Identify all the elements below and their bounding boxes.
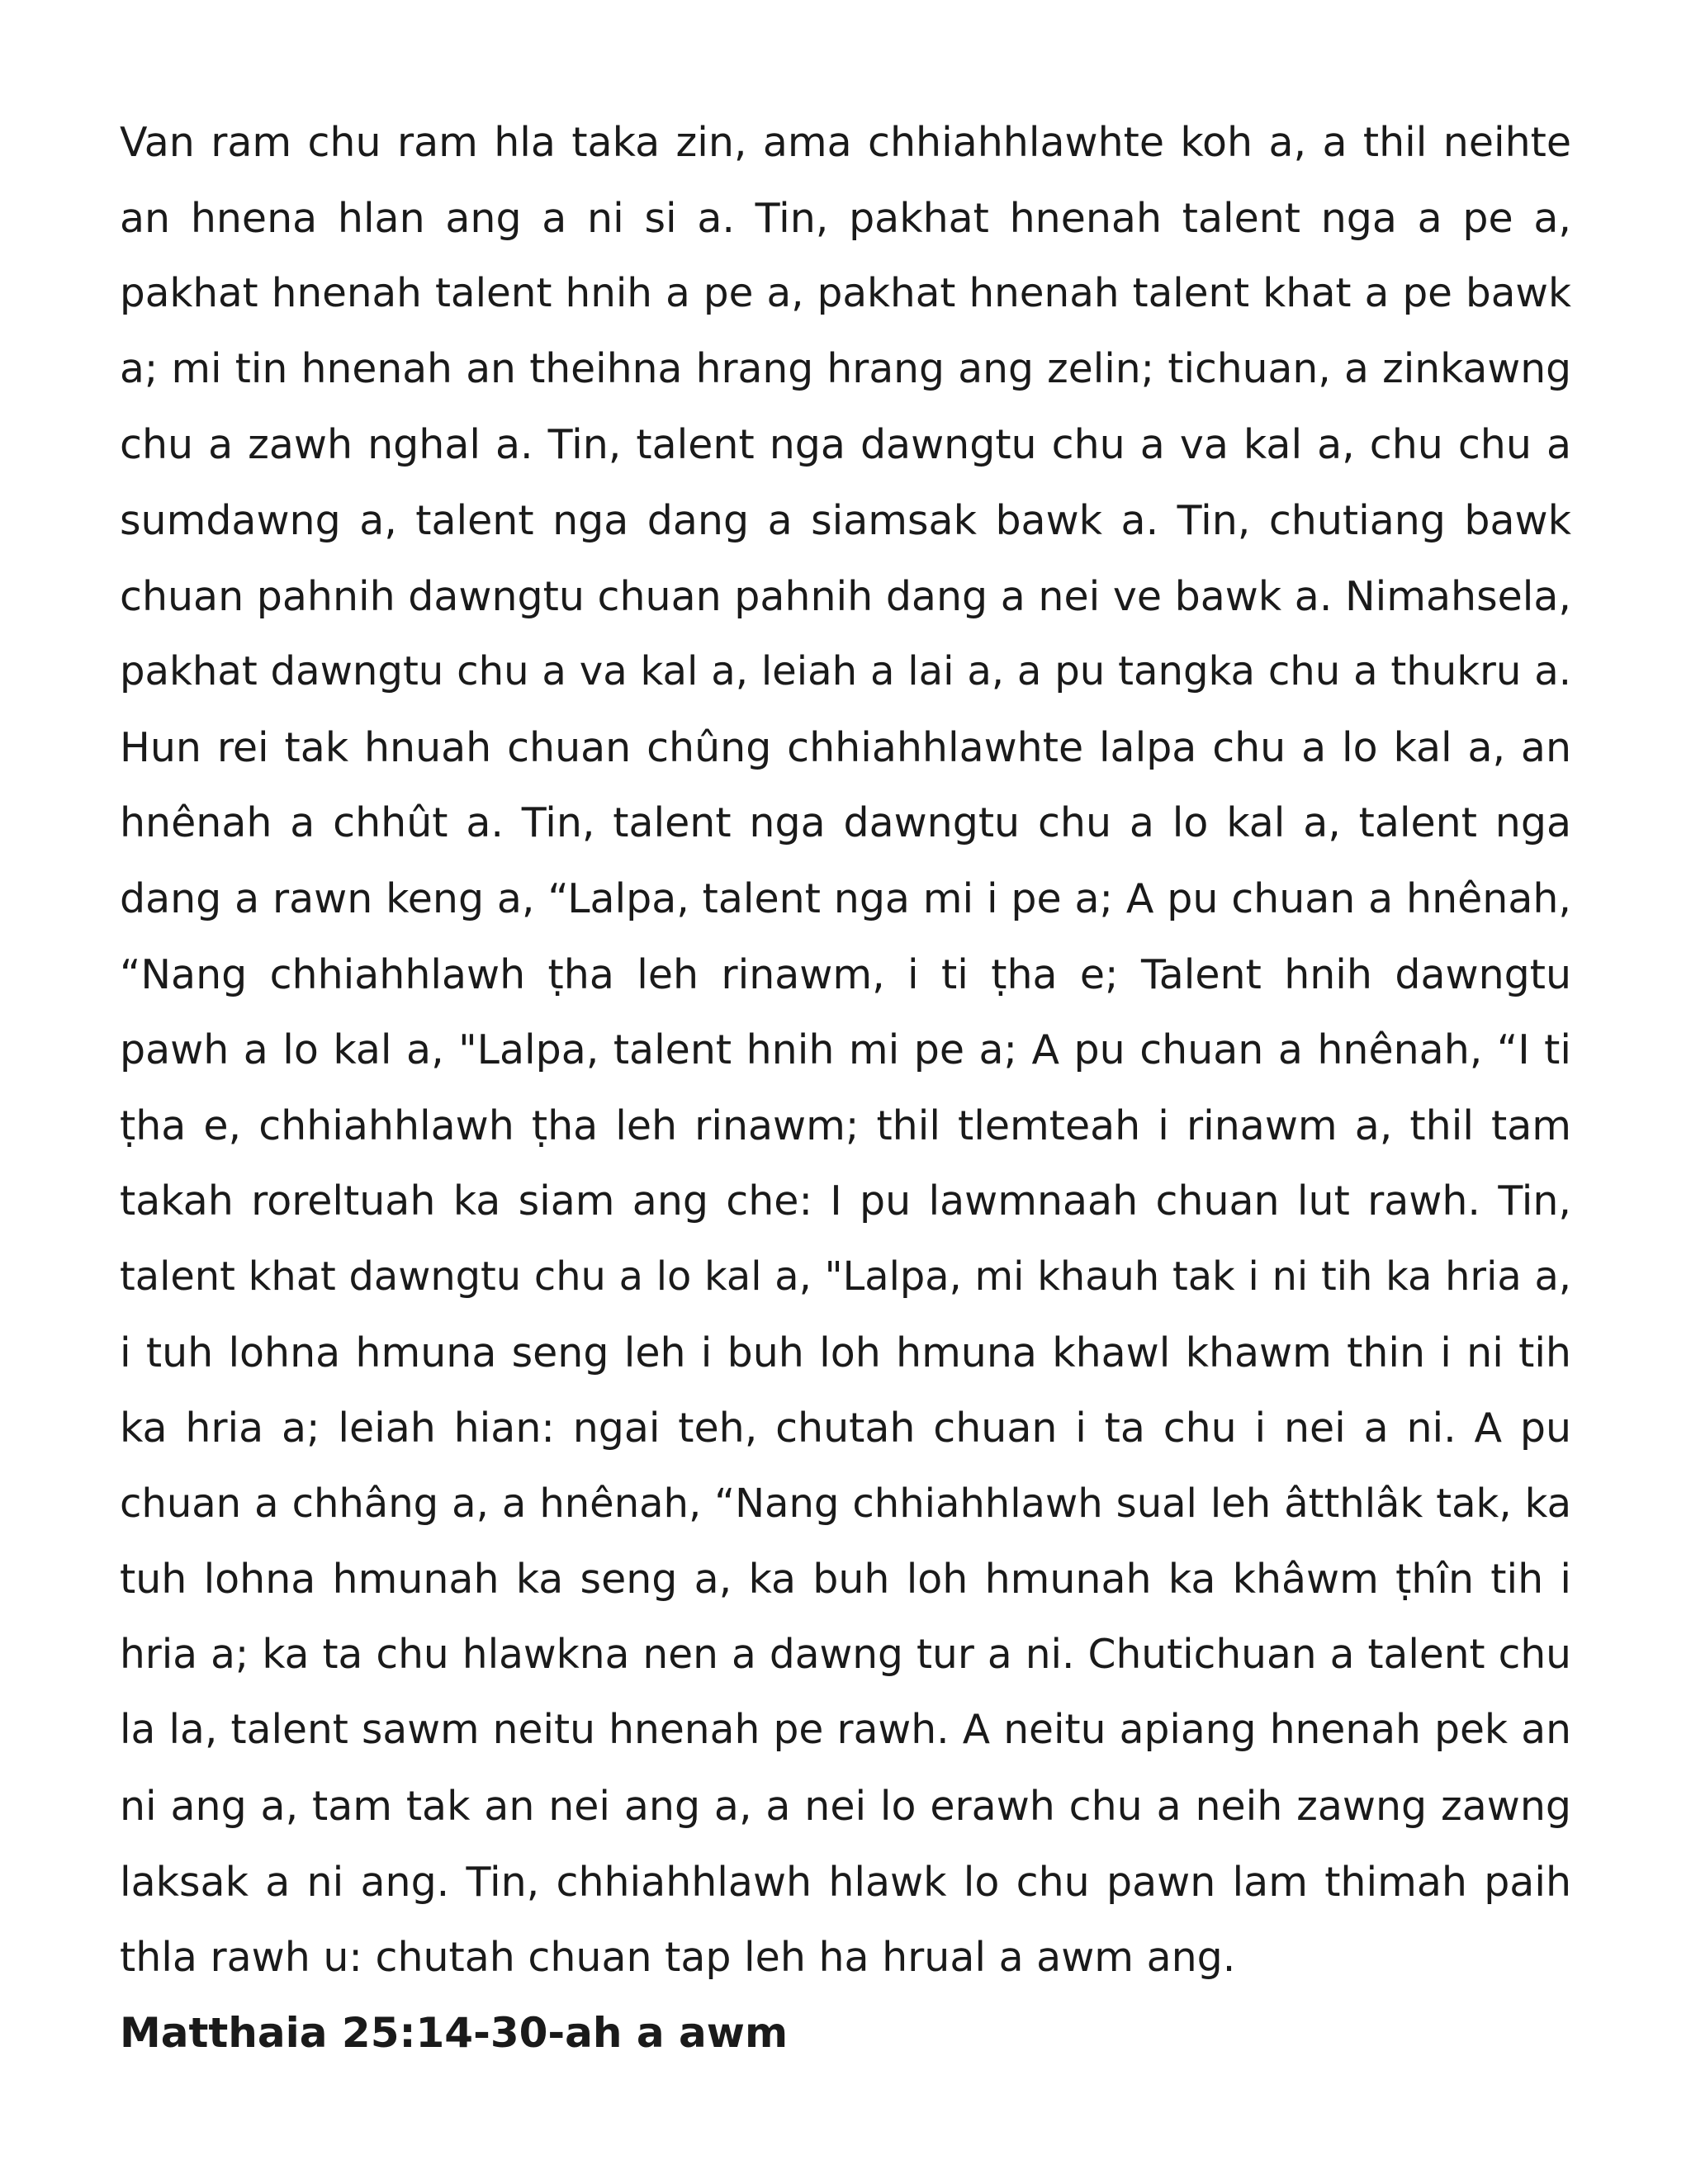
passage-line: ṭha e, chhiahhlawh ṭha leh rinawm; thil tlemteah i rinawm a, thil tam: [120, 1101, 1571, 1149]
passage-line: pakhat dawngtu chu a va kal a, leiah a lai a, a pu tangka chu a thukru a.: [120, 648, 1571, 695]
passage-line: an hnena hlan ang a ni si a. Tin, pakhat hnenah talent nga a pe a,: [120, 194, 1571, 242]
passage-line: thla rawh u: chutah chuan tap leh ha hrual a awm ang.: [120, 1934, 1236, 1982]
passage-line: a; mi tin hnenah an theihna hrang hrang ang zelin; tichuan, a zinkawng: [120, 345, 1571, 392]
passage-line: Hun rei tak hnuah chuan chûng chhiahhlawhte lalpa chu a lo kal a, an: [120, 723, 1571, 771]
passage-line: tuh lohna hmunah ka seng a, ka buh loh hmunah ka khâwm ṭhîn tih i: [120, 1556, 1571, 1604]
passage-line: talent khat dawngtu chu a lo kal a, "Lalpa, mi khauh tak i ni tih ka hria a,: [120, 1253, 1571, 1300]
passage-line: la la, talent sawm neitu hnenah pe rawh. A neitu apiang hnenah pek an: [120, 1707, 1571, 1754]
document-page: [120, 105, 1571, 2071]
passage-line: chu a zawh nghal a. Tin, talent nga dawngtu chu a va kal a, chu chu a: [120, 421, 1571, 469]
passage-line: chuan a chhâng a, a hnênah, “Nang chhiahhlawh sual leh âtthlâk tak, ka: [120, 1480, 1571, 1527]
passage-line: Van ram chu ram hla taka zin, ama chhiahhlawhte koh a, a thil neihte: [120, 119, 1571, 166]
passage-line: dang a rawn keng a, “Lalpa, talent nga mi i pe a; A pu chuan a hnênah,: [120, 874, 1571, 922]
passage-line: sumdawng a, talent nga dang a siamsak bawk a. Tin, chutiang bawk: [120, 496, 1571, 544]
passage-line: pawh a lo kal a, "Lalpa, talent hnih mi pe a; A pu chuan a hnênah, “I ti: [120, 1026, 1571, 1074]
passage-line: ka hria a; leiah hian: ngai teh, chutah chuan i ta chu i nei a ni. A pu: [120, 1405, 1571, 1452]
passage-line: hnênah a chhût a. Tin, talent nga dawngtu chu a lo kal a, talent nga: [120, 799, 1571, 847]
passage-line: hria a; ka ta chu hlawkna nen a dawng tur a ni. Chutichuan a talent chu: [120, 1631, 1571, 1678]
passage-line: laksak a ni ang. Tin, chhiahhlawh hlawk lo chu pawn lam thimah paih: [120, 1858, 1571, 1906]
passage-line: “Nang chhiahhlawh ṭha leh rinawm, i ti ṭha e; Talent hnih dawngtu: [120, 950, 1571, 998]
scripture-passage: [120, 105, 1571, 1996]
passage-line: chuan pahnih dawngtu chuan pahnih dang a nei ve bawk a. Nimahsela,: [120, 572, 1571, 620]
passage-line: i tuh lohna hmuna seng leh i buh loh hmuna khawl khawm thin i ni tih: [120, 1329, 1571, 1376]
passage-line: takah roreltuah ka siam ang che: I pu lawmnaah chuan lut rawh. Tin,: [120, 1177, 1571, 1225]
passage-line: pakhat hnenah talent hnih a pe a, pakhat hnenah talent khat a pe bawk: [120, 270, 1571, 317]
scripture-reference: Matthaia 25:14-30-ah a awm: [120, 2008, 789, 2057]
passage-line: ni ang a, tam tak an nei ang a, a nei lo erawh chu a neih zawng zawng: [120, 1783, 1571, 1831]
